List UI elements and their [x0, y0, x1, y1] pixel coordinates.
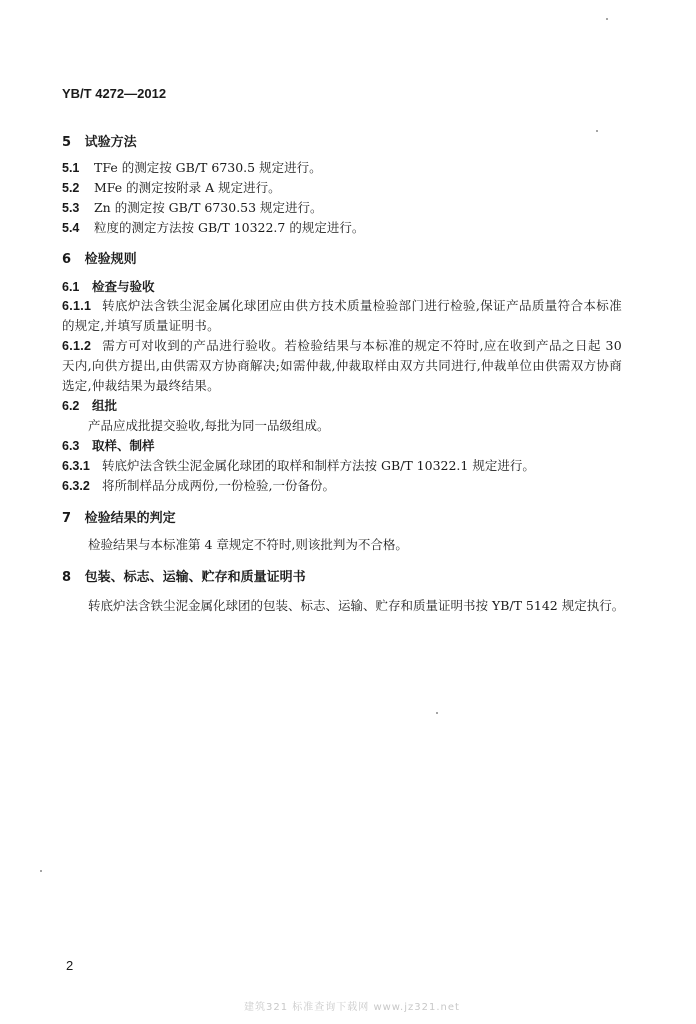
clause-number: 6.1: [62, 280, 80, 294]
clause-5-3: [62, 198, 323, 218]
scan-speck: [606, 18, 608, 20]
clause-5-4: [62, 218, 364, 238]
section-5-heading: [62, 131, 137, 150]
clause-title: 检查与验收: [92, 279, 155, 294]
clause-6-3-heading: [62, 436, 155, 454]
clause-5-2: [62, 178, 281, 198]
clause-number: 5.4: [62, 221, 80, 235]
clause-text: 粒度的测定方法按 GB/T 10322.7 的规定进行。: [94, 220, 365, 235]
section-number: 6: [62, 252, 72, 267]
clause-5-1: [62, 158, 322, 178]
clause-number: 6.3: [62, 439, 80, 453]
section-title: 检验规则: [84, 252, 137, 267]
clause-text: Zn 的测定按 GB/T 6730.53 规定进行。: [94, 200, 323, 215]
clause-text: 需方可对收到的产品进行验收。若检验结果与本标准的规定不符时,应在收到产品之日起 30 天内,向供方提出,由供需双方协商解决;如需仲裁,仲裁取样由双方共同进行,仲裁单位由供需双方协商选定,仲裁结果为最终结果。: [62, 338, 622, 393]
clause-number: 6.3.1: [62, 459, 90, 473]
scan-speck: [40, 870, 42, 872]
watermark: 建筑321 标准查询下载网 www.jz321.net: [244, 1002, 460, 1013]
clause-6-3-2: [62, 476, 335, 496]
clause-number: 5.1: [62, 161, 80, 175]
section-number: 8: [62, 570, 72, 585]
section-number: 5: [62, 135, 72, 150]
clause-title: 组批: [92, 398, 118, 413]
section-8-text: 转底炉法含铁尘泥金属化球团的包装、标志、运输、贮存和质量证明书按 YB/T 5142 规定执行。: [88, 598, 625, 613]
page-number: 2: [66, 958, 74, 973]
clause-6-1-2: [62, 336, 622, 396]
clause-number: 5.2: [62, 181, 80, 195]
clause-6-1-heading: [62, 277, 155, 295]
clause-number: 6.1.2: [62, 339, 92, 353]
section-7-heading: [62, 507, 176, 526]
section-number: 7: [62, 511, 72, 526]
section-title: 包装、标志、运输、贮存和质量证明书: [84, 570, 306, 585]
section-title: 检验结果的判定: [84, 511, 176, 526]
clause-title: 取样、制样: [92, 438, 155, 453]
section-7-text: 检验结果与本标准第 4 章规定不符时,则该批判为不合格。: [88, 537, 408, 552]
clause-number: 6.3.2: [62, 479, 90, 493]
clause-text: 将所制样品分成两份,一份检验,一份备份。: [102, 478, 335, 493]
clause-6-1-1: [62, 296, 622, 336]
clause-6-2-text: 产品应成批提交验收,每批为同一品级组成。: [88, 418, 330, 433]
section-8-heading: [62, 566, 306, 585]
section-6-heading: [62, 248, 137, 267]
clause-text: MFe 的测定按附录 A 规定进行。: [94, 180, 281, 195]
clause-6-2-heading: [62, 396, 117, 414]
clause-6-3-1: [62, 456, 535, 476]
clause-number: 6.1.1: [62, 299, 92, 313]
clause-text: 转底炉法含铁尘泥金属化球团应由供方技术质量检验部门进行检验,保证产品质量符合本标准的规定,并填写质量证明书。: [62, 298, 622, 333]
section-title: 试验方法: [84, 135, 137, 150]
clause-number: 5.3: [62, 201, 80, 215]
scan-speck: [596, 130, 598, 132]
scan-speck: [436, 712, 438, 714]
clause-text: 转底炉法含铁尘泥金属化球团的取样和制样方法按 GB/T 10322.1 规定进行。: [102, 458, 535, 473]
clause-text: TFe 的测定按 GB/T 6730.5 规定进行。: [94, 160, 322, 175]
clause-number: 6.2: [62, 399, 80, 413]
standard-number: YB/T 4272—2012: [62, 86, 167, 101]
